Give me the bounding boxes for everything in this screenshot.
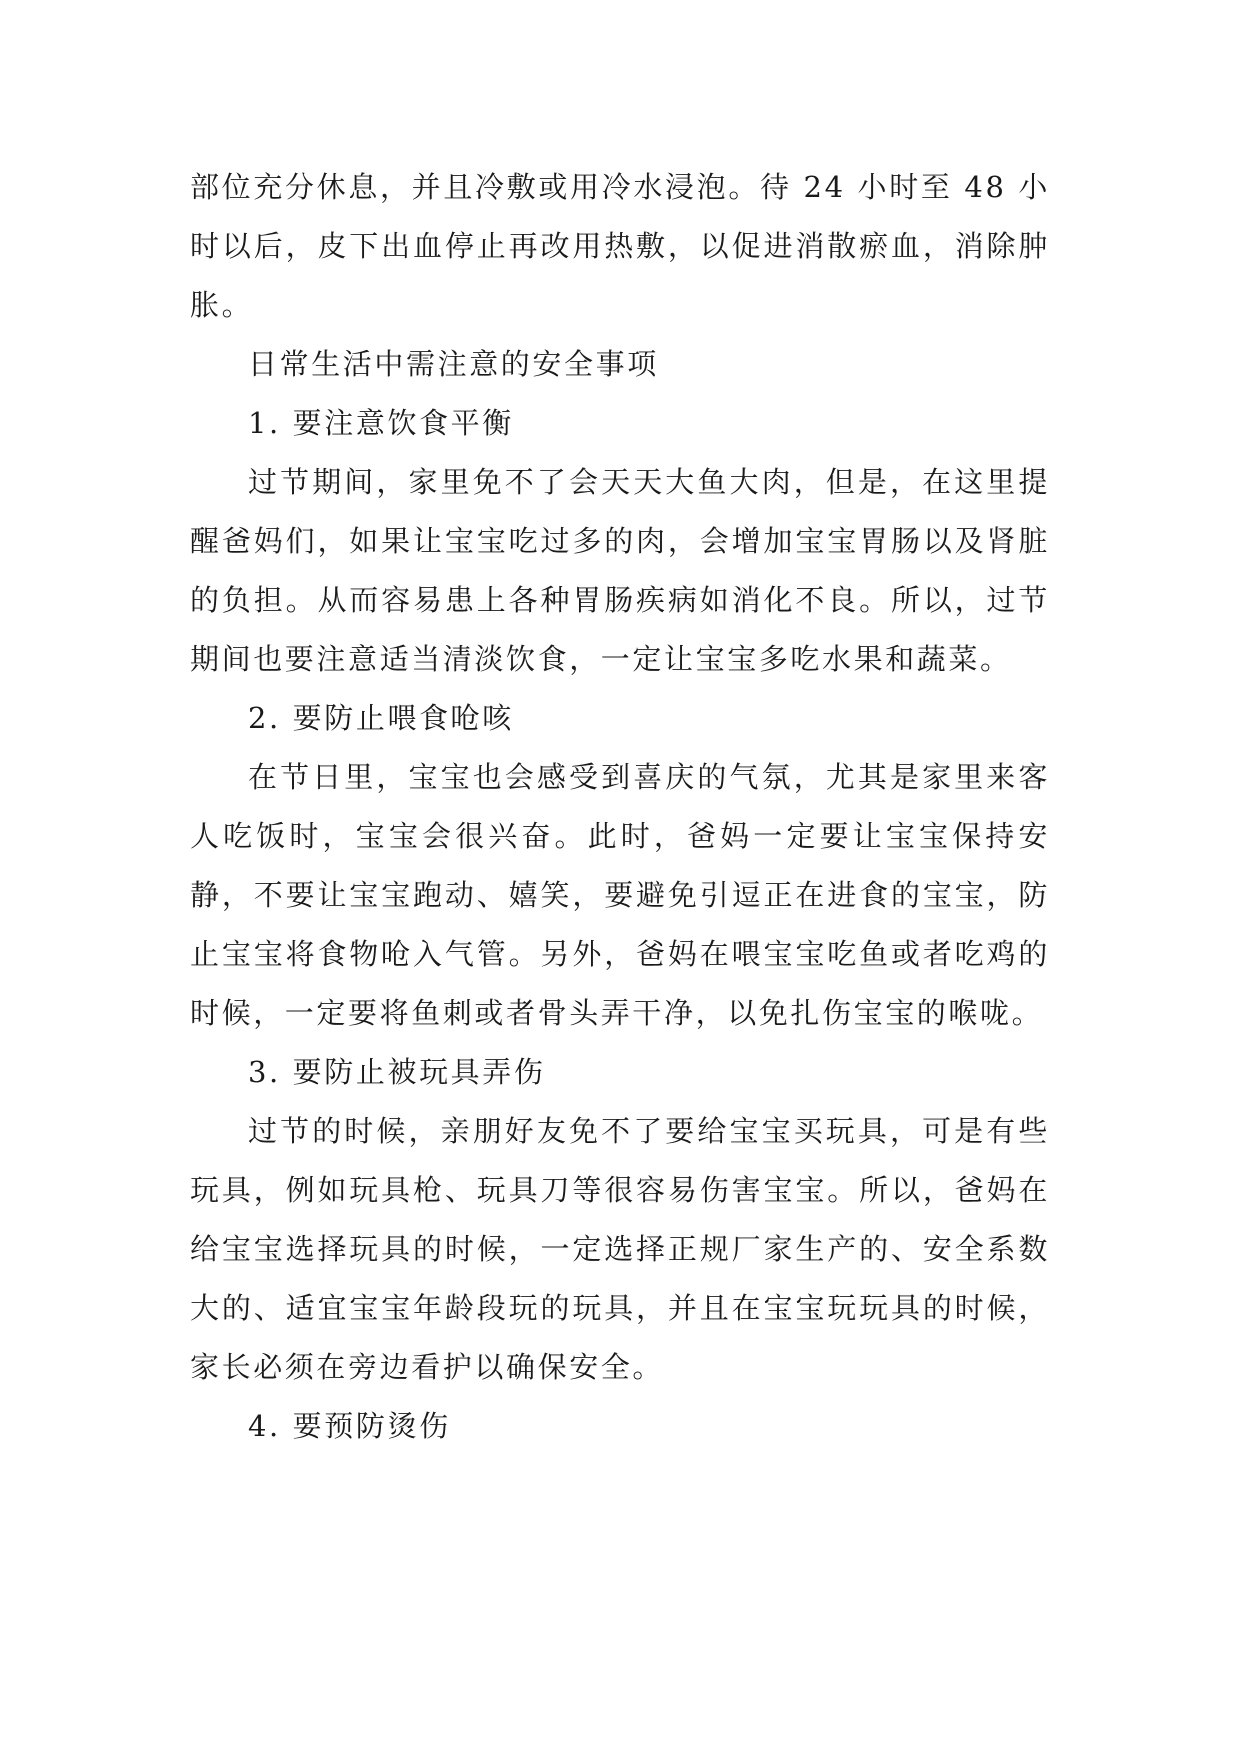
item-heading-2: 2. 要防止喂食呛咳 xyxy=(248,701,514,735)
paragraph-diet: 过节期间，家里免不了会天天大鱼大肉，但是，在这里提醒爸妈们，如果让宝宝吃过多的肉，会增加宝宝胃肠以及肾脏的负担。从而容易患上各种胃肠疾病如消化不良。所以，过节期间也要注意适当清淡饮食，一定让宝宝多吃水果和蔬菜。 xyxy=(190,465,1050,676)
paragraph-continuation: 部位充分休息，并且冷敷或用冷水浸泡。待 24 小时至 48 小时以后，皮下出血停止再改用热敷，以促进消散瘀血，消除肿胀。 xyxy=(190,170,1050,322)
paragraph-choking: 在节日里，宝宝也会感受到喜庆的气氛，尤其是家里来客人吃饭时，宝宝会很兴奋。此时，爸妈一定要让宝宝保持安静，不要让宝宝跑动、嬉笑，要避免引逗正在进食的宝宝，防止宝宝将食物呛入气管。另外，爸妈在喂宝宝吃鱼或者吃鸡的时候，一定要将鱼刺或者骨头弄干净，以免扎伤宝宝的喉咙。 xyxy=(190,760,1050,1030)
section-heading: 日常生活中需注意的安全事项 xyxy=(248,347,659,381)
document-body xyxy=(190,158,1050,1456)
paragraph-toys: 过节的时候，亲朋好友免不了要给宝宝买玩具，可是有些玩具，例如玩具枪、玩具刀等很容易伤害宝宝。所以，爸妈在给宝宝选择玩具的时候，一定选择正规厂家生产的、安全系数大的、适宜宝宝年龄段玩的玩具，并且在宝宝玩玩具的时候，家长必须在旁边看护以确保安全。 xyxy=(190,1114,1050,1384)
item-heading-1: 1. 要注意饮食平衡 xyxy=(248,406,514,440)
item-heading-3: 3. 要防止被玩具弄伤 xyxy=(248,1055,546,1089)
item-heading-4: 4. 要预防烫伤 xyxy=(248,1409,451,1443)
